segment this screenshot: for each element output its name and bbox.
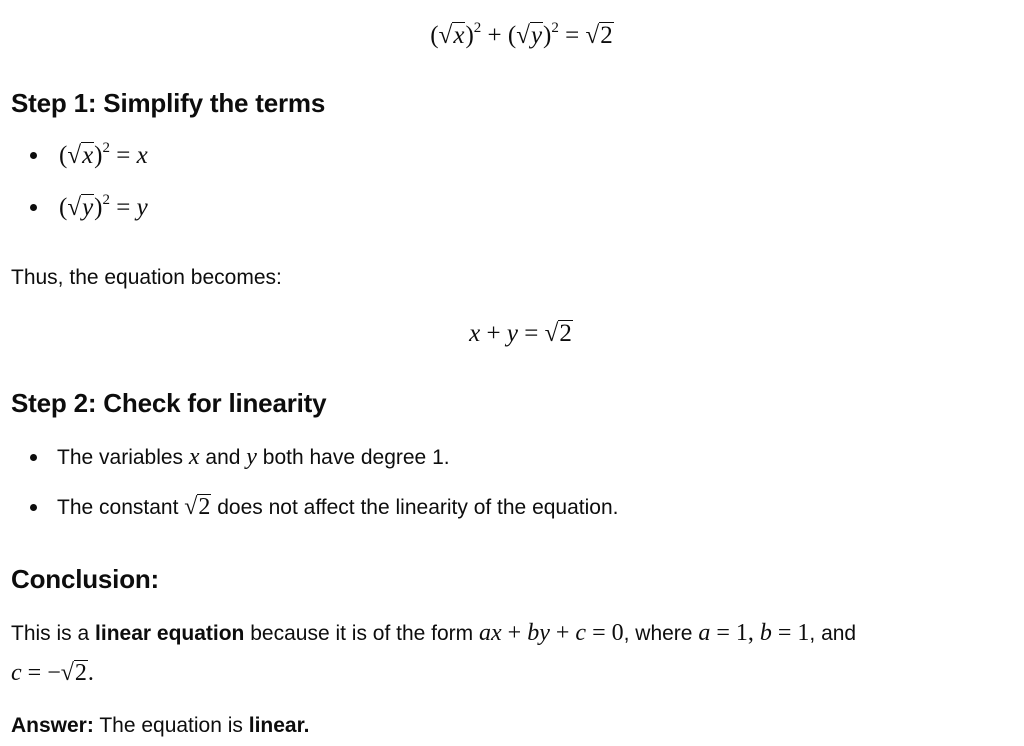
main-equation-render: $(√x)^2 + (√y)^2 = √2$ bbox=[430, 20, 613, 49]
coeff-values: a = 1, b = 1 bbox=[698, 620, 810, 646]
step2-bullet-2 bbox=[30, 494, 618, 521]
bullet-dot bbox=[30, 504, 37, 511]
form-equation: ax + by + c = 0 bbox=[479, 620, 624, 646]
step2-bullet-2-text: The constant √2 does not affect the linearity of the equation. bbox=[57, 494, 619, 520]
bullet-dot bbox=[30, 454, 37, 461]
step2-heading: Step 2: Check for linearity bbox=[11, 388, 327, 418]
conclusion-heading: Conclusion: bbox=[11, 564, 160, 594]
step2-bullet-1-text: The variables x and y both have degree 1. bbox=[57, 444, 450, 470]
step1-bullet-1 bbox=[30, 140, 148, 170]
step1-bullet-2-math: $(√y)^2 = y$ bbox=[59, 192, 148, 221]
bullet-dot bbox=[30, 204, 37, 211]
conclusion-paragraph-line2 bbox=[11, 660, 94, 687]
bullet-dot bbox=[30, 152, 37, 159]
simplified-equation bbox=[0, 320, 1024, 348]
step2-bullet-1 bbox=[30, 444, 450, 471]
conclusion-paragraph-line1: This is a linear equation because it is of the form ax + by + c = 0, where a = 1, b = 1, and bbox=[11, 620, 857, 646]
thus-text: Thus, the equation becomes: bbox=[11, 266, 282, 289]
step1-bullet-2 bbox=[30, 192, 148, 222]
c-value: c = −√2. bbox=[11, 660, 94, 686]
answer-line: Answer: The equation is linear. bbox=[11, 714, 310, 737]
main-equation bbox=[0, 20, 1024, 50]
simplified-equation-render: x + y = √2 bbox=[469, 320, 572, 347]
step1-heading: Step 1: Simplify the terms bbox=[11, 88, 326, 118]
step1-bullet-1-math: $(√x)^2 = x$ bbox=[59, 140, 148, 169]
